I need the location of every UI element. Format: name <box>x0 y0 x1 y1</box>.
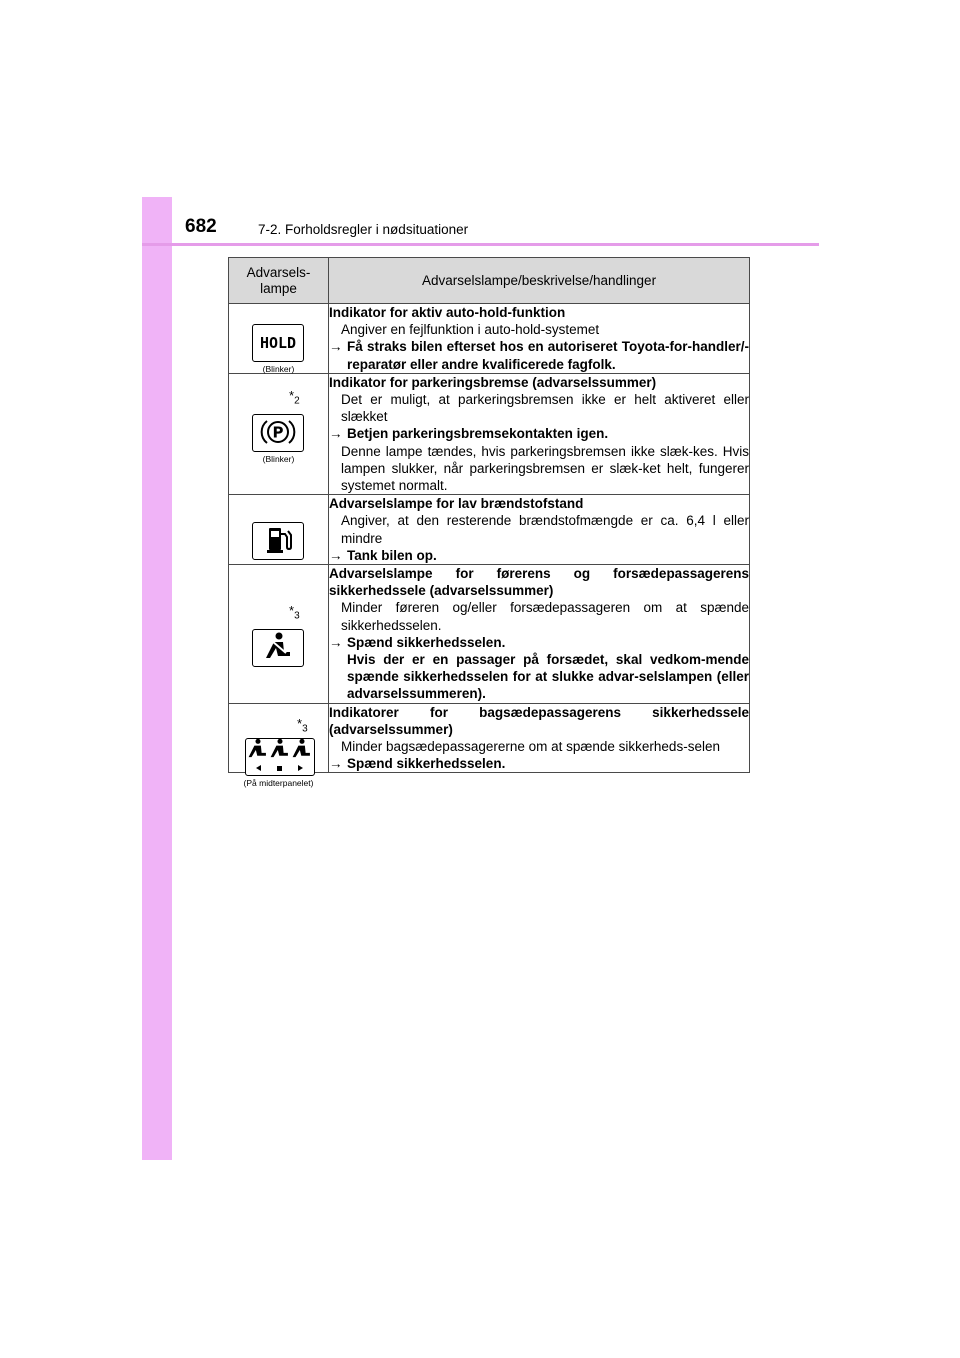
table-row <box>229 373 750 494</box>
lamp-action-detail: Hvis der er en passager på forsædet, skal vedkom-mende spænde sikkerhedsselen for at slukke advar-selslampen (eller advarselssummeren). <box>347 652 749 702</box>
table-header-row <box>229 258 750 304</box>
column-header-description: Advarselslampe/beskrivelse/handlinger <box>329 258 750 304</box>
rear-seat-belt-icon <box>245 738 315 776</box>
description-cell <box>329 495 750 565</box>
table-row <box>229 703 750 773</box>
description-cell <box>329 373 750 494</box>
fuel-pump-icon <box>252 522 304 560</box>
table-row <box>229 565 750 704</box>
table-row <box>229 304 750 374</box>
icon-cell <box>229 495 329 565</box>
chapter-sidebar-tab <box>142 197 172 1160</box>
icon-cell <box>229 703 329 788</box>
lamp-title: Indikator for parkeringsbremse (advarselssummer) <box>329 374 657 390</box>
footnote-number: 3 <box>302 723 308 735</box>
lamp-description: Minder føreren og/eller forsædepassageren om at spænde sikkerhedsselen. <box>341 600 749 633</box>
icon-caption: (På midterpanelet) <box>243 777 314 788</box>
lamp-action <box>329 755 749 772</box>
lamp-description: Minder bagsædepassagererne om at spænde sikkerheds-selen <box>341 739 720 755</box>
footnote-asterisk: * <box>297 715 303 731</box>
table-row <box>229 495 750 565</box>
lamp-extra-note: Denne lampe tændes, hvis parkeringsbremsen ikke slæk-kes. Hvis lampen slukker, når parkeringsbremsen er slæk-ket helt, fungerer systemet normalt. <box>341 443 749 494</box>
lamp-action <box>329 425 749 442</box>
lamp-title: Advarselslampe for lav brændstofstand <box>329 496 584 512</box>
lamp-action <box>329 547 749 564</box>
footnote-marker <box>289 388 300 407</box>
lamp-title: Advarselslampe for førerens og forsædepassagerens sikkerhedssele (advarselssummer) <box>329 566 749 599</box>
icon-caption: (Blinker) <box>262 364 295 374</box>
footnote-number: 3 <box>294 610 300 622</box>
footnote-marker <box>289 603 300 622</box>
lamp-action-text: Tank bilen op. <box>347 547 437 563</box>
lamp-description: Angiver, at den resterende brændstofmængde er ca. 6,4 l eller mindre <box>341 513 749 546</box>
header-divider <box>142 243 819 246</box>
icon-cell <box>229 565 329 704</box>
seat-belt-icon <box>252 629 304 667</box>
lamp-title: Indikatorer for bagsædepassagerens sikkerhedssele (advarselssummer) <box>329 704 749 737</box>
arrow-icon: → <box>329 756 343 772</box>
lamp-action <box>329 338 749 372</box>
footnote-asterisk: * <box>289 603 295 619</box>
parking-brake-icon-label: P <box>272 423 284 442</box>
footnote-number: 2 <box>294 395 300 407</box>
lamp-title: Indikator for aktiv auto-hold-funktion <box>329 305 566 320</box>
lamp-action-text: Betjen parkeringsbremsekontakten igen. <box>347 426 609 442</box>
footnote-marker <box>297 716 308 735</box>
auto-hold-icon-label: HOLD <box>259 334 297 352</box>
lamp-description: Det er muligt, at parkeringsbremsen ikke er helt aktiveret eller slækket <box>341 392 749 425</box>
lamp-action-text: Få straks bilen efterset hos en autoriseret Toyota-for-handler/-reparatør eller andre kvalificerede fagfolk. <box>347 339 749 372</box>
icon-caption: (Blinker) <box>262 453 295 464</box>
parking-brake-icon <box>252 414 304 452</box>
arrow-icon: → <box>329 339 343 355</box>
page-number: 682 <box>185 216 217 237</box>
icon-cell <box>229 373 329 494</box>
column-header-lamp: Advarsels- lampe <box>229 258 329 304</box>
description-cell <box>329 703 750 773</box>
description-cell <box>329 565 750 704</box>
arrow-icon: → <box>329 547 343 563</box>
section-title: 7-2. Forholdsregler i nødsituationer <box>258 222 469 237</box>
lamp-action <box>329 634 749 651</box>
auto-hold-icon <box>252 324 304 362</box>
footnote-asterisk: * <box>289 387 295 403</box>
lamp-description: Angiver en fejlfunktion i auto-hold-systemet <box>341 322 600 338</box>
warning-lamp-table <box>228 257 750 788</box>
arrow-icon: → <box>329 426 343 442</box>
description-cell <box>329 304 750 374</box>
icon-cell <box>229 304 329 374</box>
arrow-icon: → <box>329 634 343 650</box>
lamp-action-text: Spænd sikkerhedsselen. <box>347 756 506 772</box>
lamp-action-text: Spænd sikkerhedsselen. <box>347 634 506 650</box>
